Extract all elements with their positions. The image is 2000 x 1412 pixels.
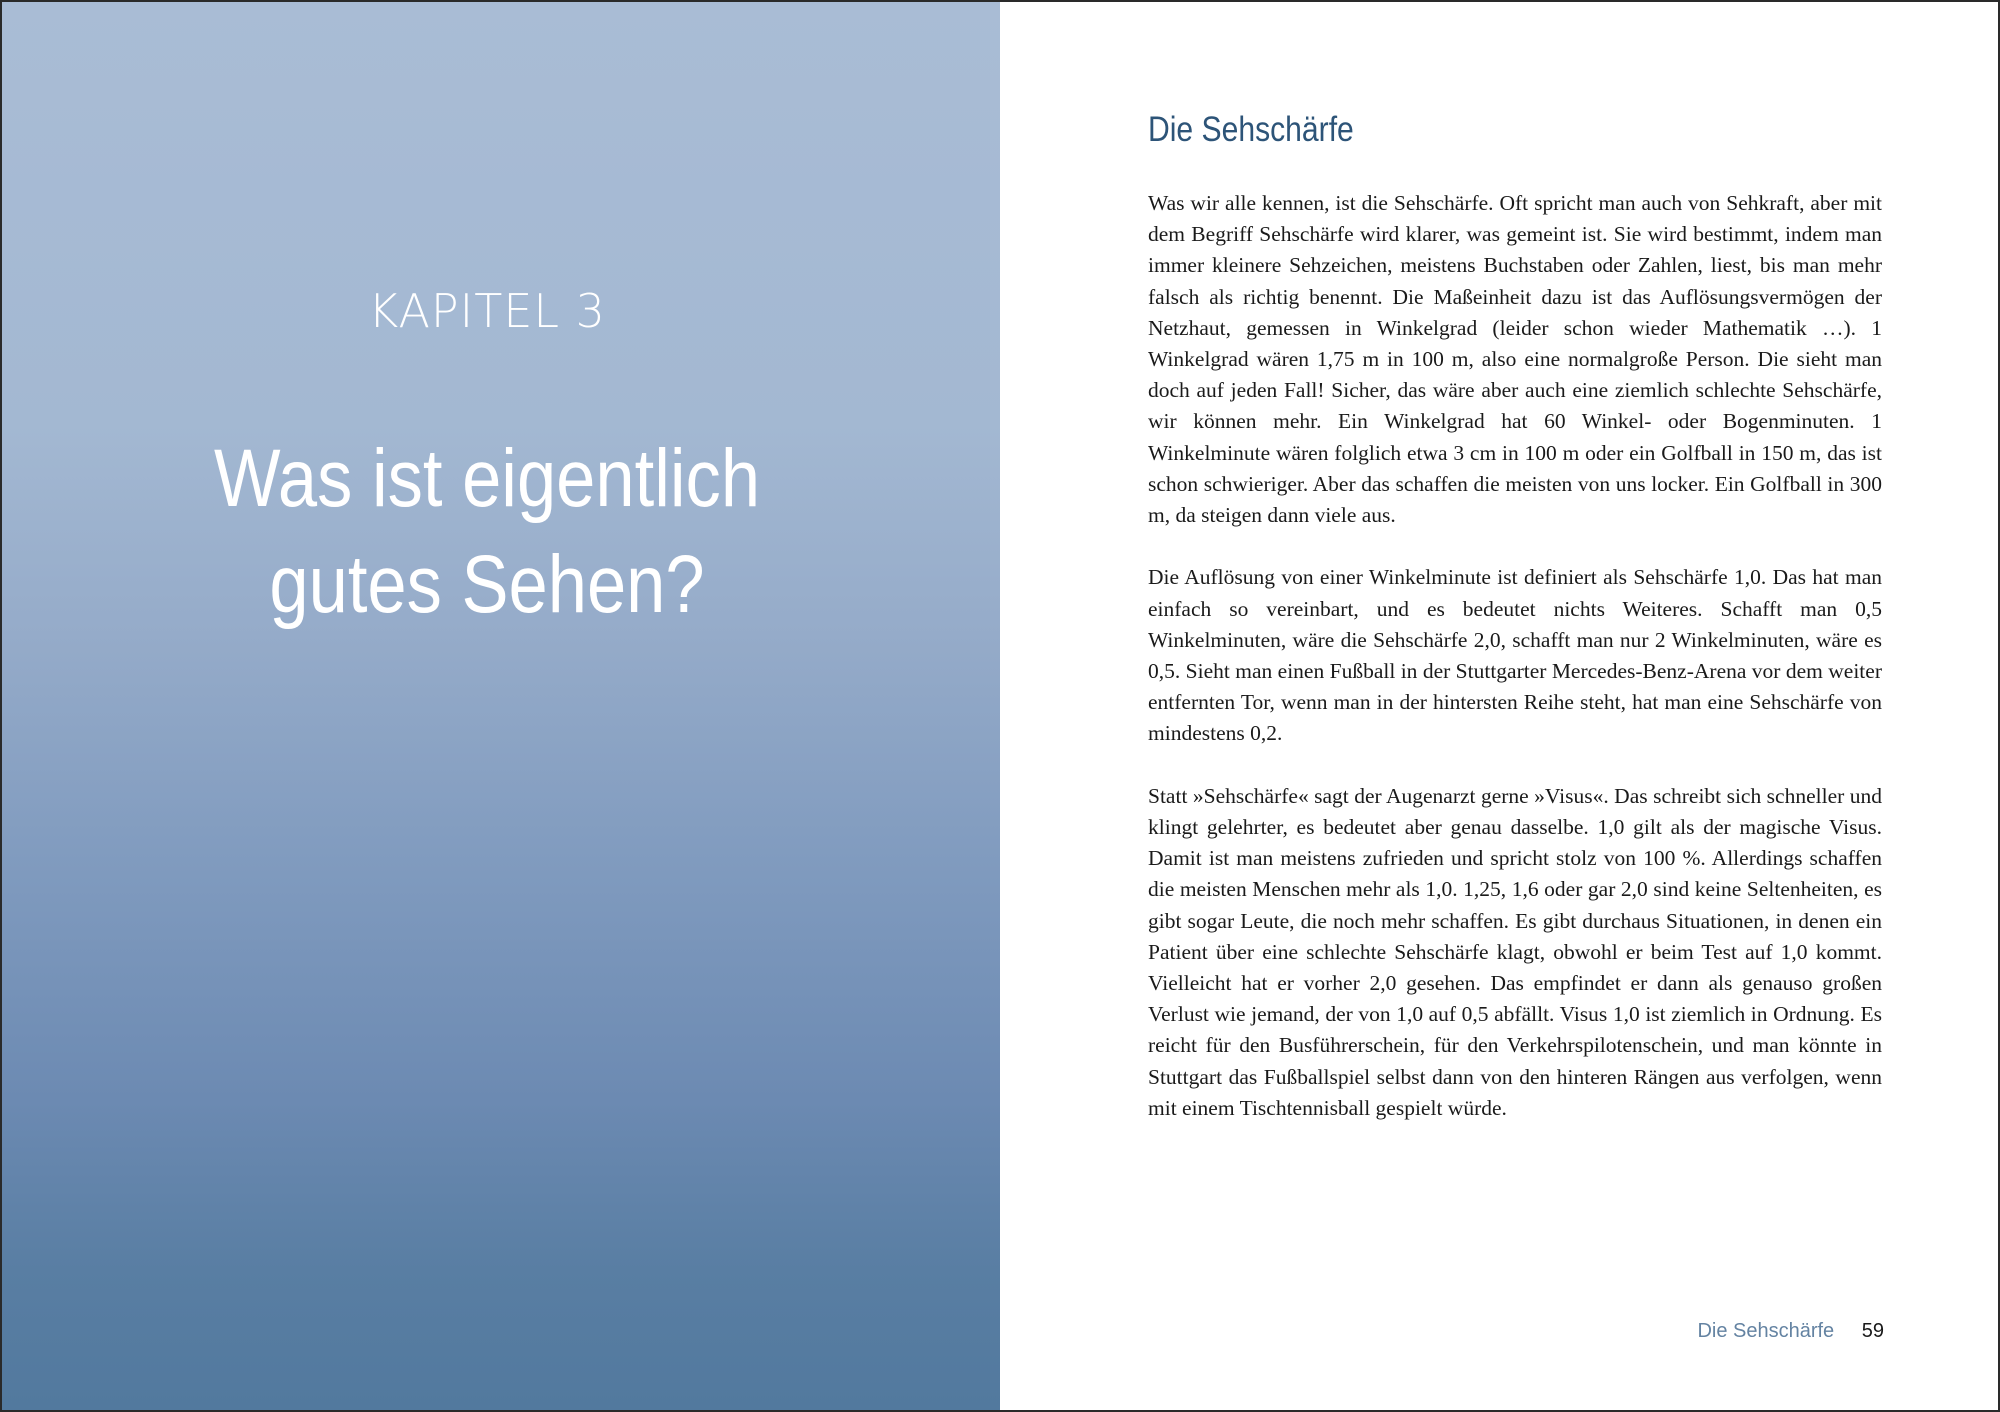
paragraph-2: Die Auflösung von einer Winkelminute ist definiert als Sehschärfe 1,0. Das hat man einfach so vereinbart, und es bedeutet nichts Weiteres. Schafft man 0,5 Winkelminuten, wäre die Sehschärfe 2,0, schafft man nur 2 Winkelminuten, wäre es 0,5. Sieht man einen Fußball in der Stuttgarter Mercedes-Benz-Arena vor dem weiter entfernten Tor, wenn man in der hintersten Reihe steht, hat man eine Sehschärfe von mindestens 0,2. (1148, 565, 1882, 746)
paragraph-1: Was wir alle kennen, ist die Sehschärfe. Oft spricht man auch von Sehkraft, aber mit dem Begriff Sehschärfe wird klarer, was gemeint ist. Sie wird bestimmt, indem man immer kleinere Sehzeichen, meistens Buchstaben oder Zahlen, liest, bis man mehr falsch als richtig benennt. Die Maßeinheit dazu ist das Auflösungsvermögen der Netzhaut, gemessen in Winkelgrad (leider schon wieder Mathematik …). 1 Winkelgrad wären 1,75 m in 100 m, also eine normalgroße Person. Die sieht man doch auf jeden Fall! Sicher, das wäre aber auch eine ziemlich schlechte Sehschärfe, wir können mehr. Ein Winkelgrad hat 60 Winkel- oder Bogenminuten. 1 Winkelminute wären folglich etwa 3 cm in 100 m oder ein Golfball in 150 m, das ist schon schwieriger. Aber das schaffen die meisten von uns locker. Ein Golfball in 300 m, da steigen dann viele aus. (1148, 191, 1882, 528)
paragraph-3: Statt »Sehschärfe« sagt der Augenarzt gerne »Visus«. Das schreibt sich schneller und klingt gelehrter, es bedeutet aber genau dasselbe. 1,0 gilt als der magische Visus. Damit ist man meistens zufrieden und spricht stolz von 100 %. Allerdings schaffen die meisten Menschen mehr als 1,0. 1,25, 1,6 oder gar 2,0 sind keine Seltenheiten, es gibt sogar Leute, die noch mehr schaffen. Es gibt durchaus Situationen, in denen ein Patient über eine schlechte Sehschärfe klagt, obwohl er beim Test auf 1,0 kommt. Vielleicht hat er vorher 2,0 gesehen. Das empfindet er dann als genauso großen Verlust wie jemand, der von 1,0 auf 0,5 abfällt. Visus 1,0 ist ziemlich in Ordnung. Es reicht für den Busführerschein, für den Verkehrspilotenschein, und man könnte in Stuttgart das Fußballspiel selbst dann von den hinteren Rängen aus verfolgen, wenn mit einem Tischtennisball gespielt würde. (1148, 783, 1882, 1120)
chapter-title (70, 426, 904, 638)
section-heading: Die Sehschärfe (1148, 110, 1354, 149)
chapter-number-label: KAPITEL 3 (368, 284, 606, 338)
chapter-title-line-1: Was ist eigentlich (213, 433, 761, 524)
text-page (1000, 2, 1998, 1410)
page-number: 59 (1861, 1320, 1884, 1342)
chapter-title-line-2: gutes Sehen? (269, 539, 705, 630)
chapter-opener-page (2, 2, 1000, 1410)
running-head: Die Sehschärfe (1697, 1320, 1835, 1342)
body-text (1148, 188, 1882, 1155)
page-footer (1697, 1320, 1884, 1343)
